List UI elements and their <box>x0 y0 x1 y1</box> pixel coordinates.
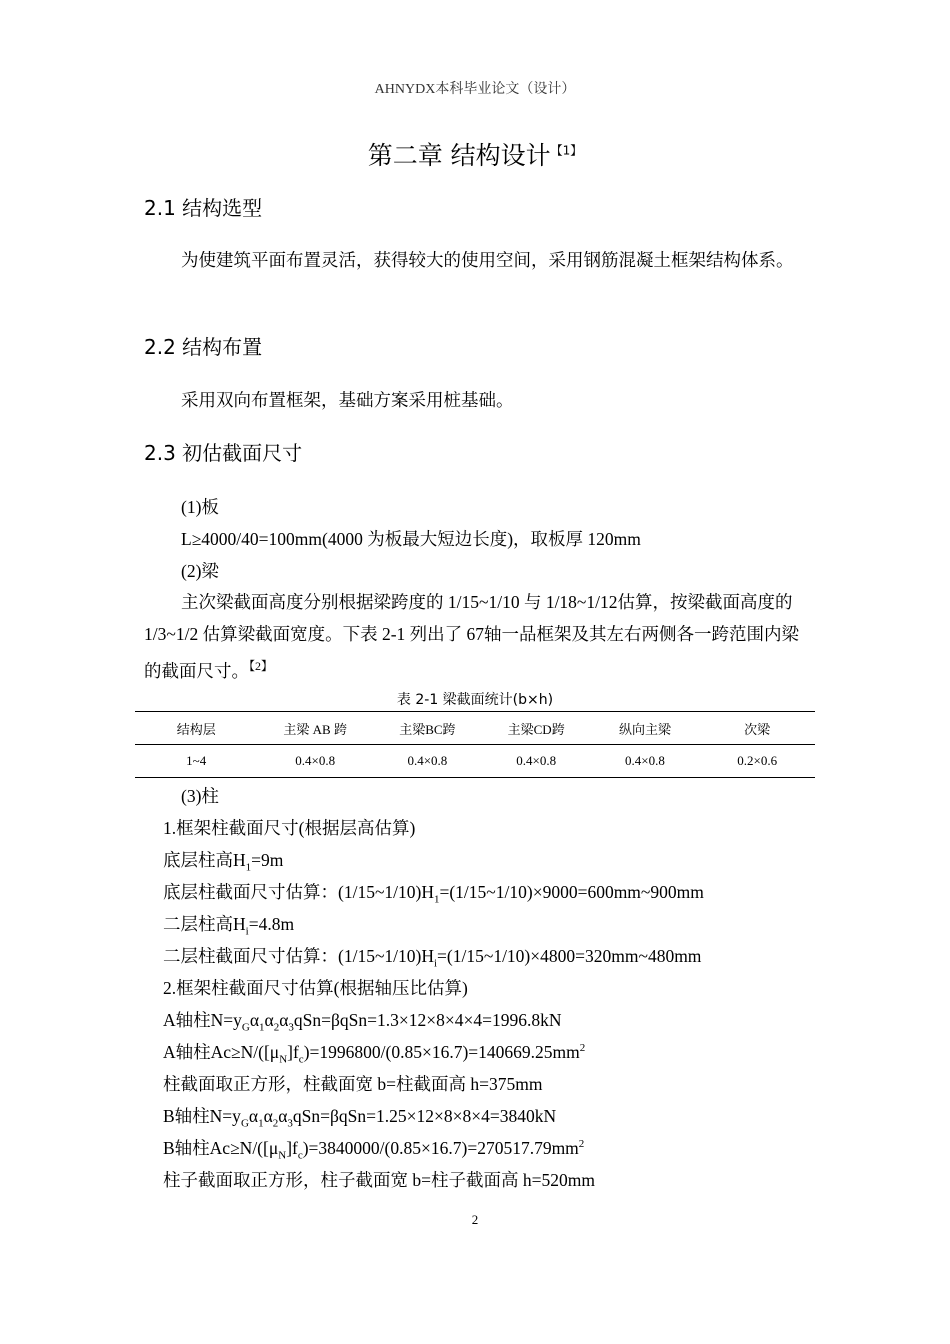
table-row <box>135 745 815 778</box>
subscript: N <box>279 1053 288 1066</box>
text: α <box>249 1010 260 1030</box>
section-2-1-body: 为使建筑平面布置灵活，获得较大的使用空间，采用钢筋混凝土框架结构体系。 <box>181 250 794 270</box>
subscript: 1 <box>433 893 440 906</box>
beam-section-table <box>135 711 815 778</box>
chapter-citation: 【1】 <box>550 143 583 158</box>
slab-label: (1)板 <box>181 497 219 517</box>
column-line-2 <box>163 847 283 874</box>
text: 底层柱截面尺寸估算：(1/15~1/10)H <box>163 882 434 902</box>
table-cell: 0.4×0.8 <box>591 745 700 778</box>
table-header-cell: 主梁BC跨 <box>373 712 482 745</box>
column-line-9: 柱截面取正方形，柱截面宽 b=柱截面高 h=375mm <box>163 1074 543 1094</box>
text: =(1/15~1/10)×4800=320mm~480mm <box>437 946 702 966</box>
subscript: 2 <box>273 1021 280 1034</box>
subscript: i <box>433 957 438 970</box>
text: 二层柱截面尺寸估算：(1/15~1/10)H <box>163 946 434 966</box>
text: 底层柱高H <box>163 850 246 870</box>
subscript: N <box>278 1149 287 1162</box>
beam-text <box>144 586 809 687</box>
beam-text-body: 主次梁截面高度分别根据梁跨度的 1/15~1/10 与 1/18~1/12估算，按梁截面高度的 1/3~1/2 估算梁截面宽度。下表 2-1 列出了 67轴一品框架及其左右两侧各一跨范围内梁的截面尺寸。 <box>144 592 800 681</box>
chapter-title <box>0 136 950 172</box>
text: ]f <box>286 1138 298 1158</box>
column-line-1: 1.框架柱截面尺寸(根据层高估算) <box>163 818 416 838</box>
subscript: 2 <box>272 1117 279 1130</box>
subscript: 1 <box>245 861 252 874</box>
text: α <box>263 1106 273 1126</box>
table-cell: 0.4×0.8 <box>257 745 373 778</box>
subscript: G <box>241 1021 250 1034</box>
text: α <box>248 1106 259 1126</box>
superscript: 2 <box>579 1042 586 1055</box>
text: =4.8m <box>248 914 295 934</box>
text: =(1/15~1/10)×9000=600mm~900mm <box>439 882 704 902</box>
section-heading-2-2: 2.2 结构布置 <box>144 335 263 359</box>
subscript: 1 <box>259 1021 265 1034</box>
subscript: 1 <box>258 1117 264 1130</box>
subscript: 3 <box>288 1021 294 1034</box>
subscript: c <box>297 1149 303 1162</box>
subscript: G <box>240 1117 249 1130</box>
column-line-6: 2.框架柱截面尺寸估算(根据轴压比估算) <box>163 978 468 998</box>
column-line-7 <box>163 1007 561 1034</box>
column-line-3 <box>163 879 704 906</box>
slab-text: L≥4000/40=100mm(4000 为板最大短边长度)，取板厚 120mm <box>181 529 641 549</box>
table-cell: 0.4×0.8 <box>373 745 482 778</box>
table-header-cell: 主梁CD跨 <box>482 712 591 745</box>
column-line-12: 柱子截面取正方形，柱子截面宽 b=柱子截面高 h=520mm <box>163 1170 595 1190</box>
text: α <box>278 1106 288 1126</box>
text: =9m <box>251 850 284 870</box>
column-line-11 <box>163 1135 584 1162</box>
text: A轴柱N=y <box>163 1010 242 1030</box>
text: )=3840000/(0.85×16.7)=270517.79mm <box>302 1138 579 1158</box>
column-line-10 <box>163 1103 556 1130</box>
column-line-8 <box>163 1039 585 1066</box>
column-line-5 <box>163 943 701 970</box>
page-number: 2 <box>471 1212 479 1227</box>
beam-citation <box>249 661 273 681</box>
table-header-cell: 主梁 AB 跨 <box>257 712 373 745</box>
text: B轴柱N=y <box>163 1106 241 1126</box>
beam-label: (2)梁 <box>181 561 219 581</box>
table-cell: 1~4 <box>135 745 257 778</box>
table-cell: 0.2×0.6 <box>699 745 815 778</box>
subscript: c <box>298 1053 304 1066</box>
text: )=1996800/(0.85×16.7)=140669.25mm <box>303 1042 580 1062</box>
page-header: AHNYDX本科毕业论文（设计） <box>374 82 576 97</box>
text: B轴柱Ac≥N/([μ <box>163 1138 279 1158</box>
text: α <box>279 1010 289 1030</box>
text: ]f <box>287 1042 299 1062</box>
subscript: 3 <box>287 1117 293 1130</box>
table-caption: 表 2-1 梁截面统计(b×h) <box>396 692 554 708</box>
beam-citation-mark: 【2】 <box>249 659 274 673</box>
column-line-4 <box>163 911 294 938</box>
section-heading-2-3: 2.3 初估截面尺寸 <box>144 441 303 465</box>
text: qSn=βqSn=1.3×12×8×4×4=1996.8kN <box>293 1010 562 1030</box>
text: A轴柱Ac≥N/([μ <box>163 1042 280 1062</box>
text: α <box>264 1010 274 1030</box>
subscript: i <box>245 925 249 938</box>
text: 二层柱高H <box>163 914 246 934</box>
table-header-row <box>135 712 815 745</box>
superscript: 2 <box>578 1138 585 1151</box>
section-heading-2-1: 2.1 结构选型 <box>144 196 263 220</box>
table-cell: 0.4×0.8 <box>482 745 591 778</box>
chapter-title-text: 第二章 结构设计 <box>367 141 551 170</box>
text: qSn=βqSn=1.25×12×8×8×4=3840kN <box>292 1106 557 1126</box>
section-2-2-body: 采用双向布置框架，基础方案采用桩基础。 <box>181 390 514 410</box>
table-header-cell: 次梁 <box>699 712 815 745</box>
table-header-cell: 纵向主梁 <box>591 712 700 745</box>
column-label: (3)柱 <box>181 786 219 806</box>
table-header-cell: 结构层 <box>135 712 257 745</box>
